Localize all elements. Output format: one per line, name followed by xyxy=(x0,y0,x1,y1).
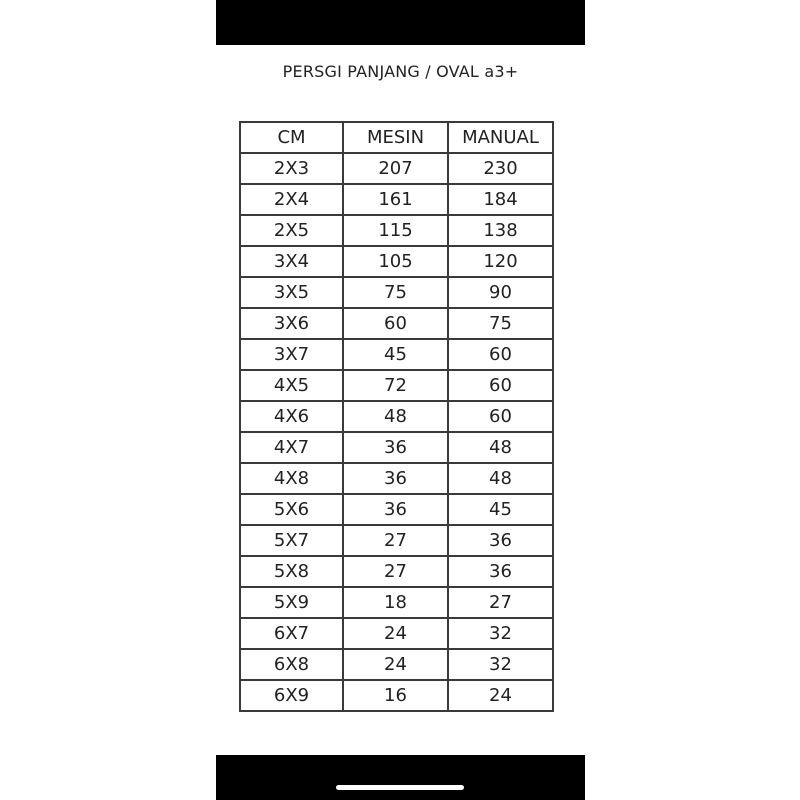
top-black-bar xyxy=(216,0,585,45)
cell-mesin: 27 xyxy=(343,525,448,556)
table-row xyxy=(240,432,553,463)
cell-cm: 2X5 xyxy=(240,215,343,246)
cell-manual: 27 xyxy=(448,587,553,618)
cell-cm: 6X7 xyxy=(240,618,343,649)
cell-manual: 184 xyxy=(448,184,553,215)
cell-mesin: 115 xyxy=(343,215,448,246)
cell-manual: 120 xyxy=(448,246,553,277)
table-row xyxy=(240,246,553,277)
cell-cm: 5X8 xyxy=(240,556,343,587)
table-row xyxy=(240,153,553,184)
table-row xyxy=(240,618,553,649)
cell-manual: 60 xyxy=(448,370,553,401)
header-mesin: MESIN xyxy=(343,122,448,153)
cell-cm: 3X6 xyxy=(240,308,343,339)
cell-mesin: 45 xyxy=(343,339,448,370)
table-body xyxy=(240,153,553,711)
cell-mesin: 60 xyxy=(343,308,448,339)
table-header-row xyxy=(240,122,553,153)
cell-mesin: 27 xyxy=(343,556,448,587)
cell-cm: 5X7 xyxy=(240,525,343,556)
cell-manual: 32 xyxy=(448,649,553,680)
cell-manual: 138 xyxy=(448,215,553,246)
cell-manual: 45 xyxy=(448,494,553,525)
cell-cm: 2X3 xyxy=(240,153,343,184)
cell-manual: 230 xyxy=(448,153,553,184)
cell-cm: 5X9 xyxy=(240,587,343,618)
cell-manual: 24 xyxy=(448,680,553,711)
cell-manual: 48 xyxy=(448,432,553,463)
cell-cm: 5X6 xyxy=(240,494,343,525)
table-row xyxy=(240,401,553,432)
table-row xyxy=(240,587,553,618)
cell-mesin: 18 xyxy=(343,587,448,618)
table-row xyxy=(240,680,553,711)
cell-mesin: 48 xyxy=(343,401,448,432)
cell-mesin: 75 xyxy=(343,277,448,308)
table-row xyxy=(240,494,553,525)
cell-manual: 36 xyxy=(448,556,553,587)
cell-cm: 4X6 xyxy=(240,401,343,432)
table-row xyxy=(240,525,553,556)
cell-cm: 4X5 xyxy=(240,370,343,401)
table-row xyxy=(240,556,553,587)
cell-manual: 60 xyxy=(448,339,553,370)
cell-manual: 60 xyxy=(448,401,553,432)
cell-manual: 36 xyxy=(448,525,553,556)
cell-mesin: 36 xyxy=(343,463,448,494)
cell-mesin: 16 xyxy=(343,680,448,711)
cell-manual: 75 xyxy=(448,308,553,339)
table-row xyxy=(240,370,553,401)
table-row xyxy=(240,215,553,246)
cell-mesin: 207 xyxy=(343,153,448,184)
cell-manual: 90 xyxy=(448,277,553,308)
table-row xyxy=(240,184,553,215)
table-row xyxy=(240,649,553,680)
cell-mesin: 24 xyxy=(343,618,448,649)
cell-mesin: 72 xyxy=(343,370,448,401)
cell-cm: 2X4 xyxy=(240,184,343,215)
home-indicator[interactable] xyxy=(336,785,464,790)
cell-cm: 4X7 xyxy=(240,432,343,463)
table-row xyxy=(240,339,553,370)
table-row xyxy=(240,463,553,494)
header-cm: CM xyxy=(240,122,343,153)
bottom-black-bar xyxy=(216,755,585,800)
price-table xyxy=(239,121,554,712)
header-manual: MANUAL xyxy=(448,122,553,153)
cell-manual: 32 xyxy=(448,618,553,649)
cell-mesin: 36 xyxy=(343,494,448,525)
cell-cm: 6X9 xyxy=(240,680,343,711)
cell-mesin: 161 xyxy=(343,184,448,215)
cell-mesin: 105 xyxy=(343,246,448,277)
cell-cm: 3X7 xyxy=(240,339,343,370)
cell-mesin: 24 xyxy=(343,649,448,680)
cell-cm: 3X4 xyxy=(240,246,343,277)
cell-cm: 3X5 xyxy=(240,277,343,308)
cell-cm: 6X8 xyxy=(240,649,343,680)
cell-mesin: 36 xyxy=(343,432,448,463)
cell-cm: 4X8 xyxy=(240,463,343,494)
table-row xyxy=(240,277,553,308)
page-title: PERSGI PANJANG / OVAL a3+ xyxy=(282,62,519,81)
cell-manual: 48 xyxy=(448,463,553,494)
phone-screen xyxy=(216,0,585,800)
table-row xyxy=(240,308,553,339)
